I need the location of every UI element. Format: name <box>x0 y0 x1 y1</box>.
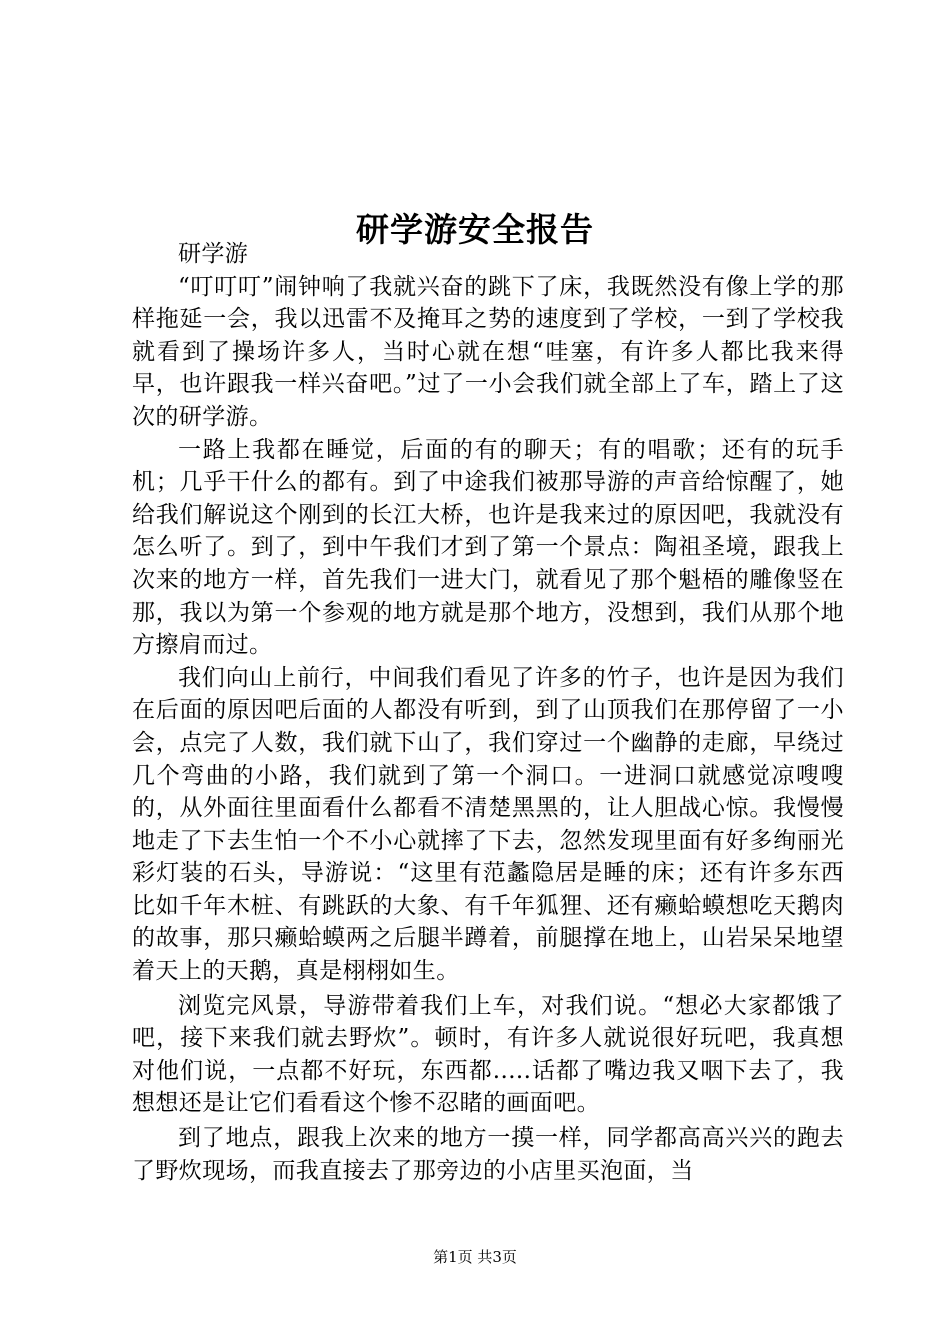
paragraph-bus-ride: 一路上我都在睡觉，后面的有的聊天；有的唱歌；还有的玩手机；几乎干什么的都有。到了中途我们被那导游的声音给惊醒了，她给我们解说这个刚到的长江大桥，也许是我来过的原因吧，我就没有怎么听了。到了，到中午我们才到了第一个景点：陶祖圣境，跟我上次来的地方一样，首先我们一进大门，就看见了那个魁梧的雕像竖在那，我以为第一个参观的地方就是那个地方，没想到，我们从那个地方擦肩而过。 <box>132 436 844 659</box>
paragraph-picnic: 浏览完风景，导游带着我们上车，对我们说。“想必大家都饿了吧，接下来我们就去野炊”。顿时，有许多人就说很好玩吧，我真想对他们说，一点都不好玩，东西都.....话都了嘴边我又咽下去了，我想想还是让它们看看这个惨不忍睹的画面吧。 <box>132 992 844 1117</box>
document-title: 研学游安全报告 <box>356 210 594 250</box>
page-number-footer: 第1页 共3页 <box>433 1248 517 1266</box>
paragraph-subtitle: 研学游 <box>178 241 249 267</box>
document-body <box>132 238 844 1187</box>
paragraph-cave: 我们向山上前行，中间我们看见了许多的竹子，也许是因为我们在后面的原因吧后面的人都没有听到，到了山顶我们在那停留了一小会，点完了人数，我们就下山了，我们穿过一个幽静的走廊，早绕过几个弯曲的小路，我们就到了第一个洞口。一进洞口就感觉凉嗖嗖的，从外面往里面看什么都看不清楚黑黑的，让人胆战心惊。我慢慢地走了下去生怕一个不小心就摔了下去，忽然发现里面有好多绚丽光彩灯装的石头，导游说：“这里有范蠡隐居是睡的床；还有许多东西比如千年木桩、有跳跃的大象、有千年狐狸、还有癞蛤蟆想吃天鹅肉的故事，那只癞蛤蟆两之后腿半蹲着，前腿撑在地上，山岩呆呆地望着天上的天鹅，真是栩栩如生。 <box>132 664 844 985</box>
paragraph-alarm: “叮叮叮”闹钟响了我就兴奋的跳下了床，我既然没有像上学的那样拖延一会，我以迅雷不及掩耳之势的速度到了学校，一到了学校我就看到了操场许多人，当时心就在想“哇塞，有许多人都比我来得早，也许跟我一样兴奋吧。”过了一小会我们就全部上了车，踏上了这次的研学游。 <box>132 273 844 430</box>
paragraph-arrival: 到了地点，跟我上次来的地方一摸一样，同学都高高兴兴的跑去了野炊现场，而我直接去了那旁边的小店里买泡面，当 <box>132 1125 844 1184</box>
